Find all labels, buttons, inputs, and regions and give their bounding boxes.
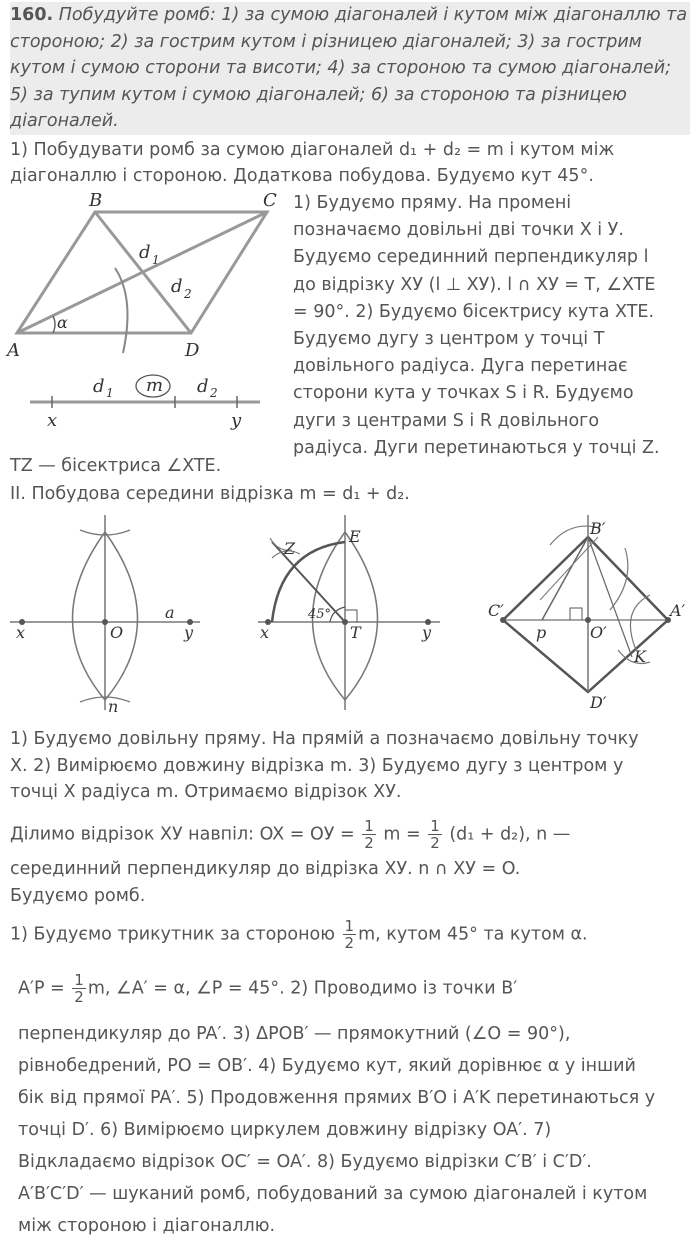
diagonal-label-d2: d xyxy=(171,276,183,297)
side-line: радіуса. Дуги перетинаються у точці Z. xyxy=(293,437,660,458)
label-o-prime: O′ xyxy=(590,623,607,642)
diagonal-label-d1: d xyxy=(139,242,151,263)
svg-text:1: 1 xyxy=(152,253,160,267)
side-line: до відрізку XУ (l ⊥ XУ). l ∩ XУ = T, ∠XTE xyxy=(293,274,656,295)
label-a: a xyxy=(165,603,175,622)
segment-label-x: x xyxy=(47,410,58,431)
side-line: Будуємо серединний перпендикуляр l xyxy=(293,247,649,268)
side-line: 1) Будуємо пряму. На промені xyxy=(293,193,572,213)
segment-label-d1: d xyxy=(93,376,105,397)
angle-label-alpha: α xyxy=(57,313,68,332)
label-a-prime: A′ xyxy=(670,601,686,620)
label-p: p xyxy=(536,623,547,642)
final-line: рівнобедрений, PO = OB′. 4) Будуємо кут, який дорівнює α у інший xyxy=(18,1056,636,1076)
label-y: y xyxy=(422,623,432,642)
final-line: перпендикуляр до PA′. 3) ΔPOB′ — прямокутний (∠O = 90°), xyxy=(18,1024,571,1044)
final-line: бік від прямої PA′. 5) Продовження прямих B′O і A′K перетинаються у xyxy=(18,1088,656,1108)
fraction-half: $\frac{1}{2}$ xyxy=(344,917,355,952)
label-k: K xyxy=(634,647,646,666)
para2-line: X. 2) Вимірюємо довжину відрізка m. 3) Будуємо дугу з центром у xyxy=(10,756,624,776)
svg-text:2: 2 xyxy=(184,287,192,301)
rhombus-figure xyxy=(5,188,290,438)
midpoint-construction-figure xyxy=(10,515,200,716)
rhombus-construction-figure xyxy=(488,515,686,712)
part1-line1: 1) Побудувати ромб за сумою діагоналей d₁ + d₂ = m і кутом між xyxy=(10,140,615,160)
fraction-half: $\frac{1}{2}$ xyxy=(430,817,440,852)
side-line: дуги з центрами S і R довільного xyxy=(293,410,600,431)
label-x: x xyxy=(260,623,270,642)
fraction-half: $\frac{1}{2}$ xyxy=(74,971,84,1006)
side-line: Будуємо дугу з центром у точці T xyxy=(293,329,605,350)
tz-line: TZ — бісектриса ∠XTE. xyxy=(10,456,222,476)
label-b-prime: B′ xyxy=(590,519,606,538)
bisector-construction-figure xyxy=(258,515,440,710)
final-line: Відкладаємо відрізок OC′ = OA′. 8) Будуємо відрізки C′B′ і C′D′. xyxy=(18,1152,592,1172)
side-line: = 90°. 2) Будуємо бісектрису кута XTE. xyxy=(293,301,655,322)
label-z: Z xyxy=(284,539,296,558)
divide-line: Ділимо відрізок XУ навпіл: OX = OУ = $\frac{1}{2}$ m = $\frac{1}{2}$ (d₁ + d₂), n — xyxy=(10,817,571,852)
step-ap-line: A′P = $\frac{1}{2}$ m, ∠A′ = α, ∠P = 45°. 2) Проводимо із точки B′ xyxy=(18,971,518,1006)
label-o: O xyxy=(110,623,124,642)
vertex-label-d: D xyxy=(185,340,200,361)
side-line: довільного радіуса. Дуга перетинає xyxy=(293,356,628,377)
vertex-label-a: A xyxy=(7,340,20,361)
final-line: точці D′. 6) Вимірюємо циркулем довжину відрізку OA′. 7) xyxy=(18,1120,552,1140)
build-rhombus: Будуємо ромб. xyxy=(10,886,146,906)
label-angle-45: 45° xyxy=(308,607,332,622)
fraction-half: $\frac{1}{2}$ xyxy=(364,817,374,852)
para2-line: точці X радіуса m. Отримаємо відрізок XУ. xyxy=(10,782,402,802)
side-line: сторони кута у точках S і R. Будуємо xyxy=(293,383,634,404)
final-line: A′B′C′D′ — шуканий ромб, побудований за сумою діагоналей і кутом xyxy=(18,1184,648,1204)
segment-label-m: m xyxy=(146,375,164,396)
label-e: E xyxy=(349,527,361,546)
label-y: y xyxy=(184,623,194,642)
task-text: Побудуйте ромб: 1) за сумою діагоналей і кутом між діагоналлю та стороною; 2) за гострим кутом і різницею діагоналей; 3) за гострим кутом і сумою сторони та висоти; 4) за стороною та сумою діагоналей; 5) за тупим кутом і сумою діагоналей; 6) за стороною та різницею діагоналей. xyxy=(10,5,688,131)
part1-line2: діагоналлю і стороною. Додаткова побудова. Будуємо кут 45°. xyxy=(10,166,594,186)
vertex-label-c: C xyxy=(263,190,277,211)
construction-figures xyxy=(0,510,695,720)
vertex-label-b: B xyxy=(89,190,103,211)
final-line: між стороною і діагоналлю. xyxy=(18,1216,276,1236)
label-d-prime: D′ xyxy=(590,693,607,712)
label-x: x xyxy=(16,623,26,642)
svg-text:1: 1 xyxy=(106,386,114,400)
segment-label-d2: d xyxy=(197,376,209,397)
side-line: позначаємо довільні дві точки X і У. xyxy=(293,220,624,241)
step1-line: 1) Будуємо трикутник за стороною $\frac{1}{2}$ m, кутом 45° та кутом α. xyxy=(10,917,588,952)
label-t: T xyxy=(350,623,361,642)
label-n: n xyxy=(108,697,119,716)
final-paragraph xyxy=(18,1018,655,1242)
task-number: 160. xyxy=(10,5,54,25)
divide-line2: серединний перпендикуляр до відрізка XУ. n ∩ XУ = O. xyxy=(10,859,521,879)
task-statement xyxy=(10,2,690,135)
para2-line: 1) Будуємо довільну пряму. На прямій a позначаємо довільну точку xyxy=(10,729,639,749)
label-c-prime: C′ xyxy=(488,601,504,620)
side-text xyxy=(293,190,660,462)
segment-label-y: y xyxy=(231,410,242,431)
part2-title: II. Побудова середини відрізка m = d₁ + d₂. xyxy=(10,484,410,504)
svg-text:2: 2 xyxy=(210,386,218,400)
